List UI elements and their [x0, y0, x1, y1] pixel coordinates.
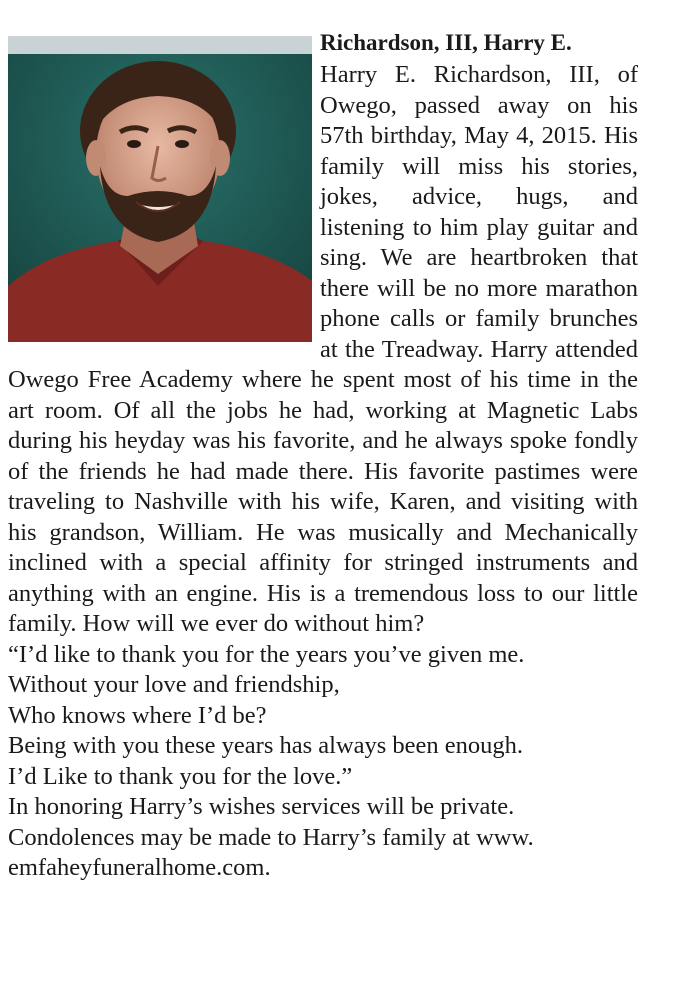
quote-line: Who knows where I’d be?	[8, 701, 267, 729]
quote-line: Without your love and friendship,	[8, 671, 340, 698]
quote-line: Being with you these years has always been enough.	[8, 732, 524, 759]
condolences-note: Condolences may be made to Harry’s family at www.	[8, 823, 534, 851]
quote-line: “I’d like to thank you for the years you’ve given me.	[8, 640, 525, 668]
obituary-article	[8, 28, 638, 884]
portrait-illustration	[8, 36, 312, 342]
closing-block	[8, 792, 638, 884]
obituary-paragraph: Harry E. Richardson, III, of Owego, passed away on his 57th birthday, May 4, 2015. His family will miss his stories, jokes, advice, hugs, and listening to him play guitar and sing. We are heartbroken that there will be no more marathon phone calls or family brunches at the Treadway. Harry attended Owego Free Academy where he spent most of his time in the art room. Of all the jobs he had, working at Magnetic Labs during his heyday was his favorite, and he always spoke fondly of the friends he had made there. His favorite pastimes were traveling to Nashville with his wife, Karen, and visiting with his grandson, William. He was musically and Mechanically inclined with a special affinity for stringed instruments and anything with an engine. His is a tremendous loss to our little family. How will we ever do without him?	[8, 61, 638, 637]
funeral-home-website: emfaheyfuneralhome.com.	[8, 854, 271, 881]
obituary-name-heading: Richardson, III, Harry E.	[320, 30, 572, 55]
quote-line: I’d Like to thank you for the love.”	[8, 762, 353, 790]
quote-block	[8, 640, 638, 793]
services-note: In honoring Harry’s wishes services will be private.	[8, 793, 515, 820]
portrait-photo	[8, 36, 312, 342]
